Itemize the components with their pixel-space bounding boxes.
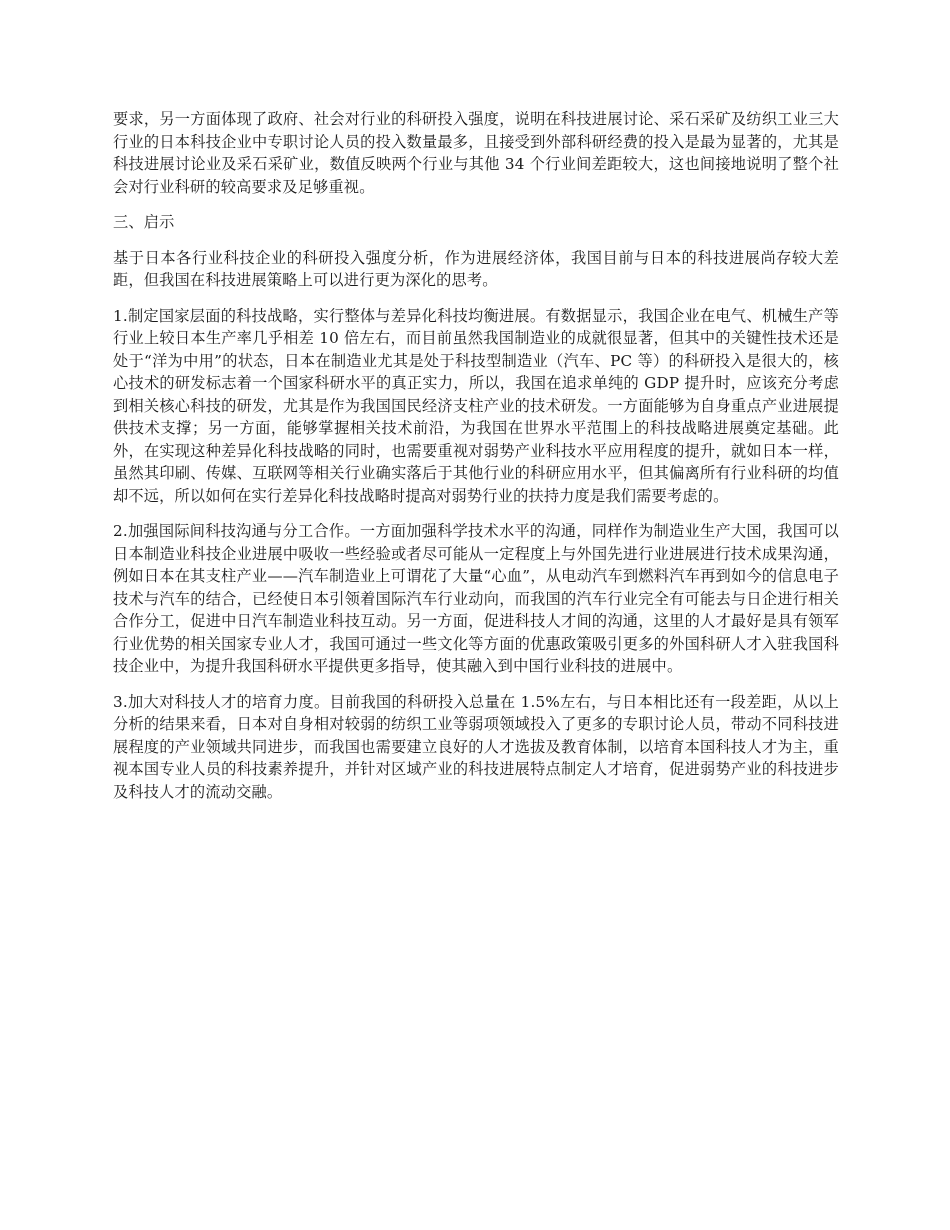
paragraph-intro: 基于日本各行业科技企业的科研投入强度分析，作为进展经济体，我国目前与日本的科技进展尚存较大差距，但我国在科技进展策略上可以进行更为深化的思考。 [113, 248, 839, 289]
paragraph-point-3: 3.加大对科技人才的培育力度。目前我国的科研投入总量在 1.5%左右，与日本相比还有一段差距，从以上分析的结果来看，日本对自身相对较弱的纺织工业等弱项领域投入了更多的专职讨论人员，带动不同科技进展程度的产业领域共同进步，而我国也需要建立良好的人才选拔及教育体制，以培育本国科技人才为主，重视本国专业人员的科技素养提升，并针对区域产业的科技进展特点制定人才培育，促进弱势产业的科技进步及科技人才的流动交融。 [113, 692, 839, 801]
paragraph-point-1: 1.制定国家层面的科技战略，实行整体与差异化科技均衡进展。有数据显示，我国企业在电气、机械生产等行业上较日本生产率几乎相差 10 倍左右，而目前虽然我国制造业的成就很显著，但其中的关键性技术还是处于“洋为中用”的状态，日本在制造业尤其是处于科技型制造业（汽车、PC 等）的科研投入是很大的，核心技术的研发标志着一个国家科研水平的真正实力，所以，我国在追求单纯的 GDP 提升时，应该充分考虑到相关核心科技的研发，尤其是作为我国国民经济支柱产业的技术研发。一方面能够为自身重点产业进展提供技术支撑；另一方面，能够掌握相关技术前沿，为我国在世界水平范围上的科技战略进展奠定基础。此外，在实现这种差异化科技战略的同时，也需要重视对弱势产业科技水平应用程度的提升，就如日本一样，虽然其印刷、传媒、互联网等相关行业确实落后于其他行业的科研应用水平，但其偏离所有行业科研的均值却不远，所以如何在实行差异化科技战略时提高对弱势行业的扶持力度是我们需要考虑的。 [113, 306, 839, 505]
document-body [113, 108, 839, 816]
paragraph-continuation: 要求，另一方面体现了政府、社会对行业的科研投入强度，说明在科技进展讨论、采石采矿及纺织工业三大行业的日本科技企业中专职讨论人员的投入数量最多，且接受到外部科研经费的投入是最为显著的，尤其是科技进展讨论业及采石采矿业，数值反映两个行业与其他 34 个行业间差距较大，这也间接地说明了整个社会对行业科研的较高要求及足够重视。 [113, 110, 839, 196]
paragraph-point-2: 2.加强国际间科技沟通与分工合作。一方面加强科学技术水平的沟通，同样作为制造业生产大国，我国可以日本制造业科技企业进展中吸收一些经验或者尽可能从一定程度上与外国先进行业进展进行技术成果沟通，例如日本在其支柱产业——汽车制造业上可谓花了大量“心血”，从电动汽车到燃料汽车再到如今的信息电子技术与汽车的结合，已经使日本引领着国际汽车行业动向，而我国的汽车行业完全有可能去与日企进行相关合作分工，促进中日汽车制造业科技互动。另一方面，促进科技人才间的沟通，这里的人才最好是具有领军行业优势的相关国家专业人才，我国可通过一些文化等方面的优惠政策吸引更多的外国科研人才入驻我国科技企业中，为提升我国科研水平提供更多指导，使其融入到中国行业科技的进展中。 [113, 522, 839, 675]
section-heading-insights: 三、启示 [113, 213, 175, 231]
